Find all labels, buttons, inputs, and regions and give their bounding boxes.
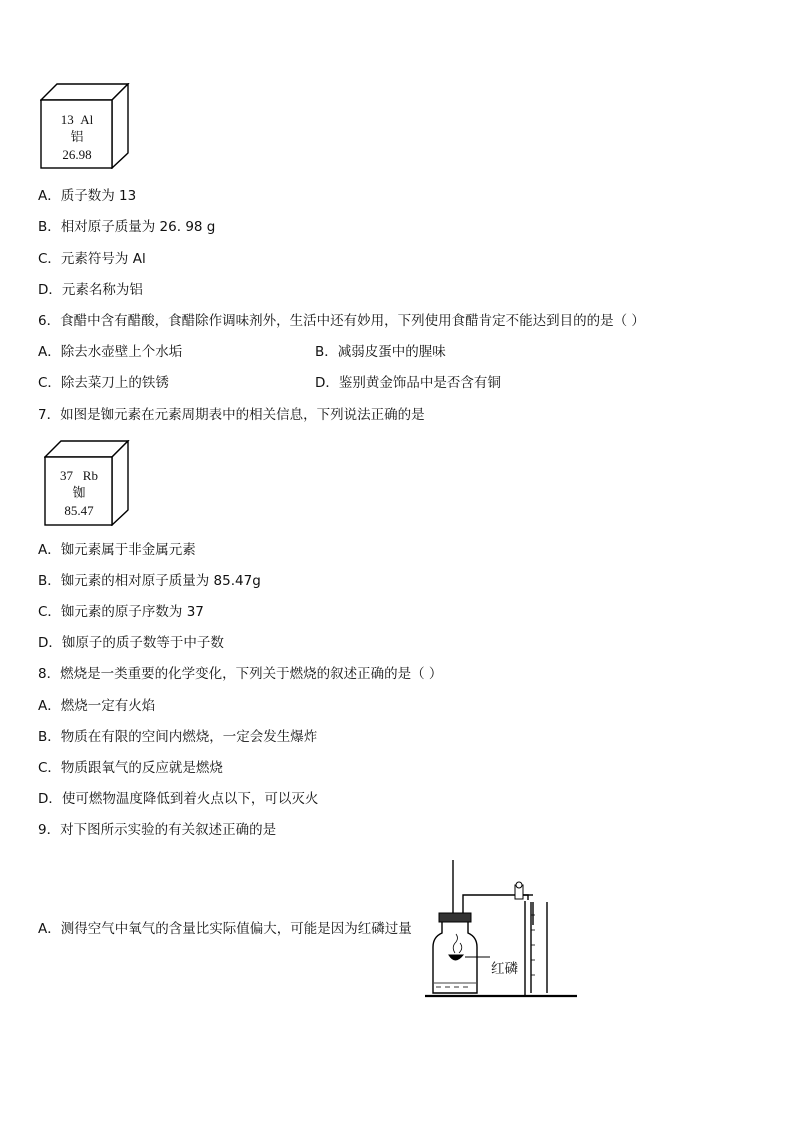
q6-option-d: D．鉴别黄金饰品中是否含有铜 [315, 375, 501, 391]
element-symbol: Rb [82, 468, 98, 483]
q5-option-c: C．元素符号为 Al [38, 251, 146, 267]
element-symbol: Al [80, 112, 94, 127]
q7-option-d: D．铷原子的质子数等于中子数 [38, 635, 224, 651]
q8-option-c: C．物质跟氧气的反应就是燃烧 [38, 760, 223, 776]
q7-option-a: A．铷元素属于非金属元素 [38, 542, 196, 558]
q6-option-b: B．减弱皮蛋中的腥味 [315, 344, 446, 360]
element-mass: 85.47 [64, 503, 94, 518]
q5-option-d: D．元素名称为铝 [38, 282, 143, 298]
element-card-rb [44, 440, 132, 526]
q7-stem: 7．如图是铷元素在元素周期表中的相关信息，下列说法正确的是 [38, 407, 425, 423]
q6-option-c: C．除去菜刀上的铁锈 [38, 375, 169, 391]
red-phosphorus-label: 红磷 [491, 961, 518, 977]
q5-option-a: A．质子数为 13 [38, 188, 137, 204]
q8-option-d: D．使可燃物温度降低到着火点以下，可以灭火 [38, 791, 319, 807]
q6-stem: 6．食醋中含有醋酸，食醋除作调味剂外，生活中还有妙用，下列使用食醋肯定不能达到目的的是（ ） [38, 313, 645, 329]
element-name: 铷 [72, 486, 86, 501]
q6-option-a: A．除去水壶壁上个水垢 [38, 344, 183, 360]
q7-option-c: C．铷元素的原子序数为 37 [38, 604, 204, 620]
q5-option-b: B．相对原子质量为 26. 98 g [38, 219, 216, 235]
q9-stem: 9．对下图所示实验的有关叙述正确的是 [38, 822, 277, 838]
element-card-al [40, 83, 132, 169]
q9-option-a: A．测得空气中氧气的含量比实际值偏大，可能是因为红磷过量 [38, 921, 412, 937]
element-mass: 26.98 [62, 147, 92, 162]
q8-stem: 8．燃烧是一类重要的化学变化，下列关于燃烧的叙述正确的是（ ） [38, 666, 443, 682]
element-name: 铝 [70, 130, 84, 145]
q7-option-b: B．铷元素的相对原子质量为 85.47g [38, 573, 261, 589]
q8-option-a: A．燃烧一定有火焰 [38, 698, 156, 714]
experiment-apparatus [425, 855, 580, 1004]
element-number: 13 [60, 112, 74, 127]
q8-option-b: B．物质在有限的空间内燃烧，一定会发生爆炸 [38, 729, 318, 745]
element-number: 37 [60, 468, 74, 483]
